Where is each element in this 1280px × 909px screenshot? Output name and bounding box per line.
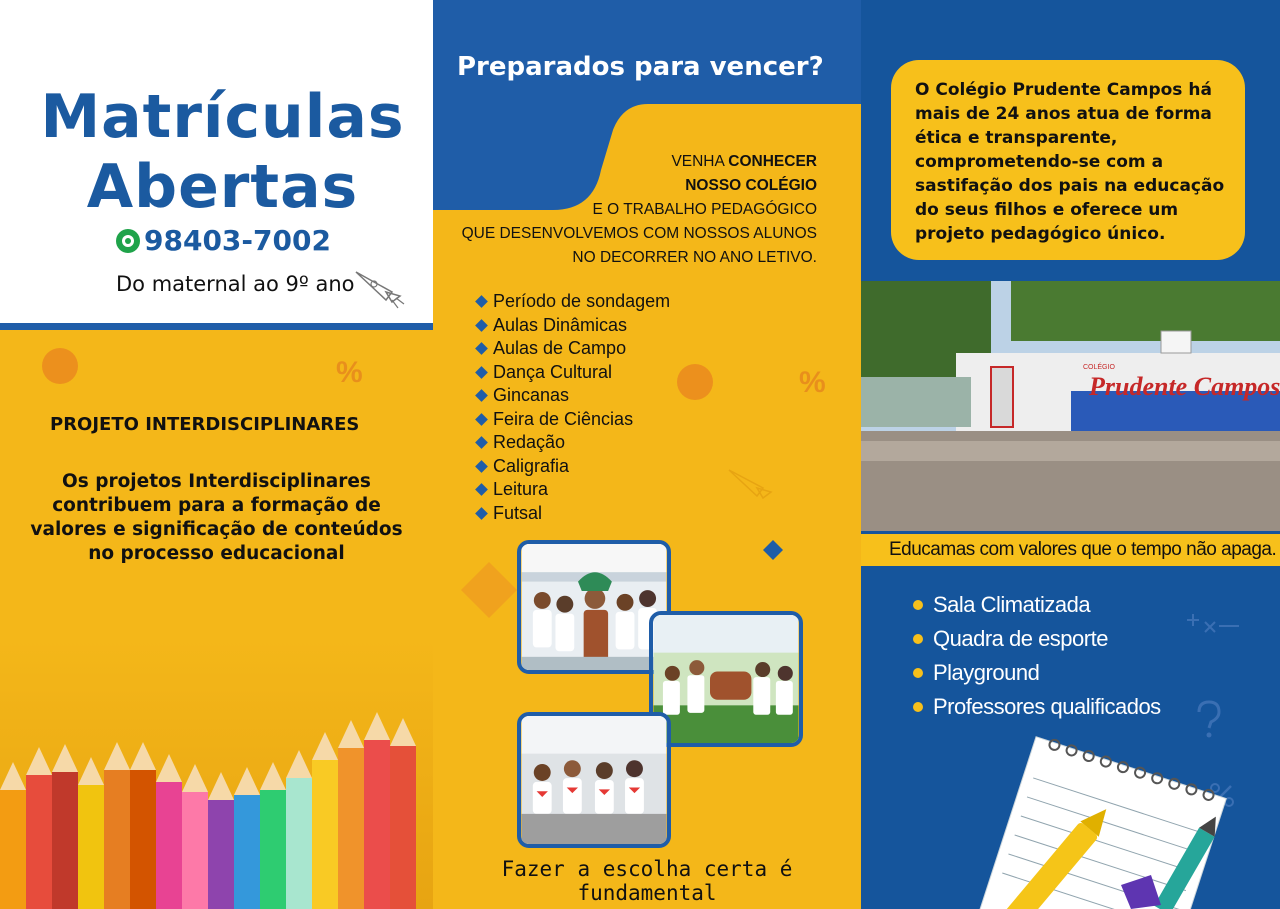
list-item: Dança Cultural bbox=[477, 361, 670, 385]
diamond-decoration-icon bbox=[763, 540, 783, 560]
school-sign-text: Prudente Campos bbox=[1089, 372, 1280, 401]
bullet-icon bbox=[913, 634, 923, 644]
divider bbox=[0, 323, 433, 330]
headline: Preparados para vencer? bbox=[457, 52, 824, 82]
diamond-bullet-icon bbox=[475, 319, 488, 332]
left-panel bbox=[0, 0, 433, 909]
percent-icon: % bbox=[336, 356, 363, 389]
list-item: Feira de Ciências bbox=[477, 408, 670, 432]
list-item: Playground bbox=[913, 656, 1161, 690]
whatsapp-icon bbox=[116, 229, 140, 253]
right-panel bbox=[861, 0, 1280, 909]
rocket-icon bbox=[727, 466, 777, 506]
math-doodle-icon bbox=[1183, 610, 1243, 640]
question-mark-icon bbox=[1191, 700, 1225, 740]
percent-icon: % bbox=[799, 366, 826, 399]
bullet-icon bbox=[913, 600, 923, 610]
title-line-1: Matrículas bbox=[40, 82, 405, 152]
school-building-photo bbox=[861, 281, 1280, 531]
list-item: Período de sondagem bbox=[477, 290, 670, 314]
phone-text: 98403-7002 bbox=[144, 224, 331, 257]
lightbulb-icon bbox=[677, 364, 713, 400]
diamond-bullet-icon bbox=[475, 342, 488, 355]
list-item: Quadra de esporte bbox=[913, 622, 1161, 656]
diamond-bullet-icon bbox=[475, 436, 488, 449]
sign-small-text: COLÉGIO bbox=[1083, 364, 1115, 371]
intro-line-4: QUE DESENVOLVEMOS COM NOSSOS ALUNOS bbox=[461, 225, 817, 242]
list-item: Sala Climatizada bbox=[913, 588, 1161, 622]
school-info-box: O Colégio Prudente Campos há mais de 24 anos atua de forma ética e transparente, comprometendo-se com a sastifação dos pais na educação do seus filhos e oferece um projeto pedagógico único. bbox=[891, 60, 1245, 260]
intro-line-3: E O TRABALHO PEDAGÓGICO bbox=[592, 201, 817, 218]
list-item: Leitura bbox=[477, 478, 670, 502]
students-photo-1 bbox=[517, 540, 671, 674]
lightbulb-icon bbox=[42, 348, 78, 384]
diamond-bullet-icon bbox=[475, 366, 488, 379]
list-item: Redação bbox=[477, 431, 670, 455]
list-item: Caligrafia bbox=[477, 455, 670, 479]
list-item: Professores qualificados bbox=[913, 690, 1161, 724]
tagline: Educamas com valores que o tempo não apaga. bbox=[861, 534, 1280, 566]
diamond-bullet-icon bbox=[475, 507, 488, 520]
diamond-bullet-icon bbox=[475, 483, 488, 496]
levels-text: Do maternal ao 9º ano bbox=[116, 272, 355, 296]
colored-pencils-image bbox=[0, 640, 433, 909]
diamond-bullet-icon bbox=[475, 460, 488, 473]
diamond-bullet-icon bbox=[475, 295, 488, 308]
diamond-decoration-icon bbox=[459, 560, 519, 620]
intro-line-5: NO DECORRER NO ANO LETIVO. bbox=[572, 249, 817, 266]
diamond-bullet-icon bbox=[475, 413, 488, 426]
intro-line-1: VENHA bbox=[671, 153, 729, 170]
intro-line-1-bold: CONHECER bbox=[728, 153, 817, 170]
bullet-icon bbox=[913, 668, 923, 678]
diamond-bullet-icon bbox=[475, 389, 488, 402]
phone-number[interactable] bbox=[116, 224, 331, 257]
footer-slogan: Fazer a escolha certa é fundamental bbox=[501, 857, 793, 905]
project-title: PROJETO INTERDISCIPLINARES bbox=[50, 414, 360, 435]
list-item: Aulas de Campo bbox=[477, 337, 670, 361]
middle-panel bbox=[433, 0, 861, 909]
students-photo-2 bbox=[649, 611, 803, 747]
intro-text bbox=[437, 150, 817, 270]
title-line-2: Abertas bbox=[86, 152, 359, 222]
intro-line-2: NOSSO COLÉGIO bbox=[685, 177, 817, 194]
activities-list bbox=[477, 290, 670, 525]
bullet-icon bbox=[913, 702, 923, 712]
rocket-icon bbox=[352, 266, 406, 310]
amenities-list bbox=[913, 588, 1161, 724]
list-item: Aulas Dinâmicas bbox=[477, 314, 670, 338]
notebook-and-crayon-image bbox=[931, 735, 1280, 909]
list-item: Gincanas bbox=[477, 384, 670, 408]
project-text: Os projetos Interdisciplinares contribuem para a formação de valores e significação de conteúdos no processo educacional bbox=[30, 471, 403, 564]
students-photo-3 bbox=[517, 712, 671, 848]
list-item: Futsal bbox=[477, 502, 670, 526]
